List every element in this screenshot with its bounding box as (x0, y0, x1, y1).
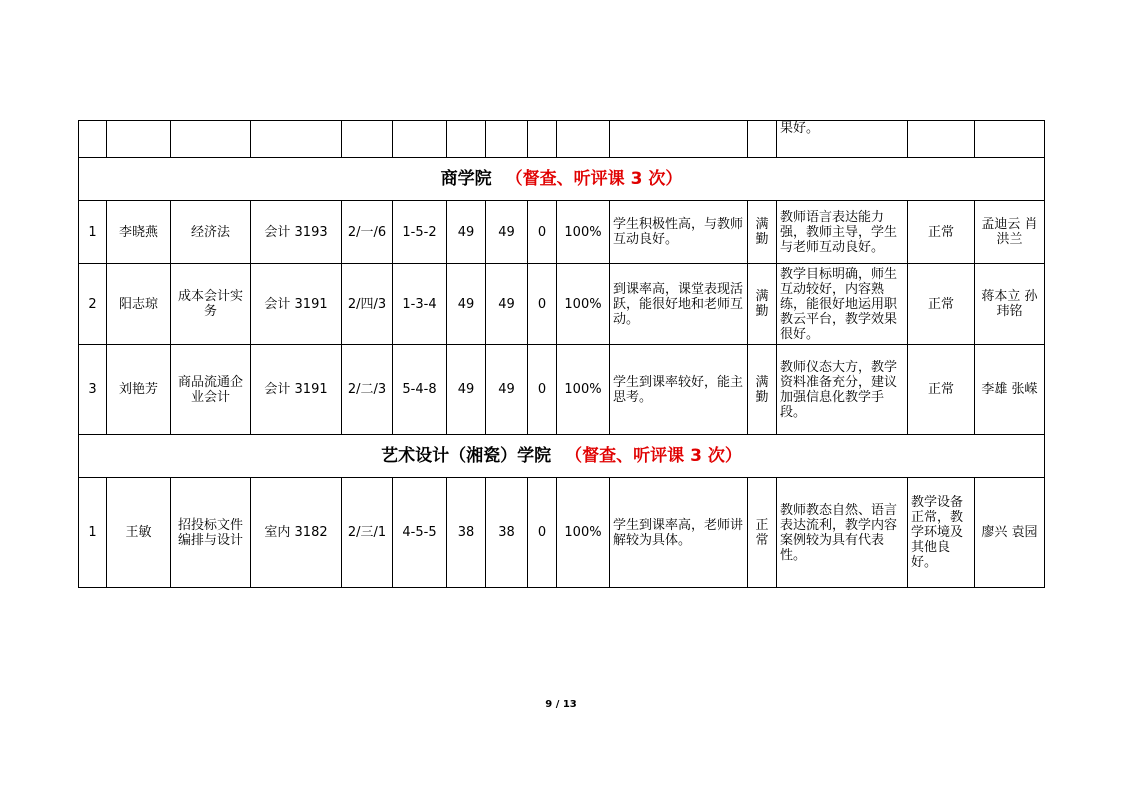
evaluation-cell: 果好。 (777, 121, 908, 158)
section-header (79, 158, 1045, 201)
expected-cell: 49 (447, 345, 486, 435)
college-name: 商学院 (440, 168, 492, 189)
row-number: 2 (79, 264, 107, 345)
week-cell: 2/四/3 (342, 264, 393, 345)
absent-cell: 0 (528, 201, 557, 264)
week-cell: 2/一/6 (342, 201, 393, 264)
absent-cell: 0 (528, 264, 557, 345)
rate-cell: 100% (557, 264, 610, 345)
study-cell: 学生积极性高，与教师互动良好。 (610, 201, 748, 264)
week-cell: 2/三/1 (342, 478, 393, 588)
environment-cell: 正常 (908, 201, 975, 264)
college-name: 艺术设计（湘瓷）学院 (381, 445, 552, 466)
evaluation-cell: 教师语言表达能力强，教师主导，学生与老师互动良好。 (777, 201, 908, 264)
section-header (79, 435, 1045, 478)
evaluation-cell: 教师仪态大方，教学资料准备充分，建议加强信息化教学手段。 (777, 345, 908, 435)
absent-cell: 0 (528, 345, 557, 435)
period-cell: 4-5-5 (393, 478, 447, 588)
inspectors-cell: 李雄 张嵘 (975, 345, 1045, 435)
course-cell: 招投标文件编排与设计 (171, 478, 251, 588)
discipline-cell: 正常 (748, 478, 777, 588)
teacher-cell: 刘艳芳 (107, 345, 171, 435)
teacher-cell: 王敏 (107, 478, 171, 588)
expected-cell: 49 (447, 201, 486, 264)
inspectors-cell: 蒋本立 孙玮铭 (975, 264, 1045, 345)
inspection-note: （督查、听评课 3 次） (565, 445, 742, 466)
inspection-table (78, 120, 1045, 588)
inspection-note: （督查、听评课 3 次） (505, 168, 683, 189)
period-cell: 1-5-2 (393, 201, 447, 264)
course-cell: 成本会计实务 (171, 264, 251, 345)
period-cell: 1-3-4 (393, 264, 447, 345)
absent-cell: 0 (528, 478, 557, 588)
actual-cell: 49 (486, 264, 528, 345)
actual-cell: 49 (486, 345, 528, 435)
evaluation-cell: 教学目标明确，师生互动较好，内容熟练，能很好地运用职教云平台，教学效果很好。 (777, 264, 908, 345)
row-number: 1 (79, 478, 107, 588)
environment-cell: 正常 (908, 264, 975, 345)
row-number: 1 (79, 201, 107, 264)
course-cell: 商品流通企业会计 (171, 345, 251, 435)
discipline-cell: 满勤 (748, 345, 777, 435)
teacher-cell: 阳志琼 (107, 264, 171, 345)
rate-cell: 100% (557, 201, 610, 264)
study-cell: 学生到课率高，老师讲解较为具体。 (610, 478, 748, 588)
inspectors-cell: 孟迪云 肖洪兰 (975, 201, 1045, 264)
actual-cell: 49 (486, 201, 528, 264)
discipline-cell: 满勤 (748, 264, 777, 345)
evaluation-cell: 教师教态自然、语言表达流利，教学内容案例较为具有代表性。 (777, 478, 908, 588)
inspectors-cell: 廖兴 袁园 (975, 478, 1045, 588)
class-cell: 会计 3193 (251, 201, 342, 264)
period-cell: 5-4-8 (393, 345, 447, 435)
actual-cell: 38 (486, 478, 528, 588)
expected-cell: 38 (447, 478, 486, 588)
row-number: 3 (79, 345, 107, 435)
class-cell: 会计 3191 (251, 345, 342, 435)
section-header-row (79, 158, 1045, 201)
table-row (79, 201, 1045, 264)
table-row (79, 345, 1045, 435)
week-cell: 2/二/3 (342, 345, 393, 435)
table-row (79, 478, 1045, 588)
study-cell: 学生到课率较好，能主思考。 (610, 345, 748, 435)
rate-cell: 100% (557, 478, 610, 588)
section-header-row (79, 435, 1045, 478)
table-row (79, 121, 1045, 158)
expected-cell: 49 (447, 264, 486, 345)
teacher-cell: 李晓燕 (107, 201, 171, 264)
environment-cell: 教学设备正常，教学环境及其他良好。 (908, 478, 975, 588)
table-row (79, 264, 1045, 345)
rate-cell: 100% (557, 345, 610, 435)
course-cell: 经济法 (171, 201, 251, 264)
class-cell: 室内 3182 (251, 478, 342, 588)
discipline-cell: 满勤 (748, 201, 777, 264)
class-cell: 会计 3191 (251, 264, 342, 345)
page-number: 9 / 13 (545, 699, 577, 710)
environment-cell: 正常 (908, 345, 975, 435)
study-cell: 到课率高，课堂表现活跃，能很好地和老师互动。 (610, 264, 748, 345)
